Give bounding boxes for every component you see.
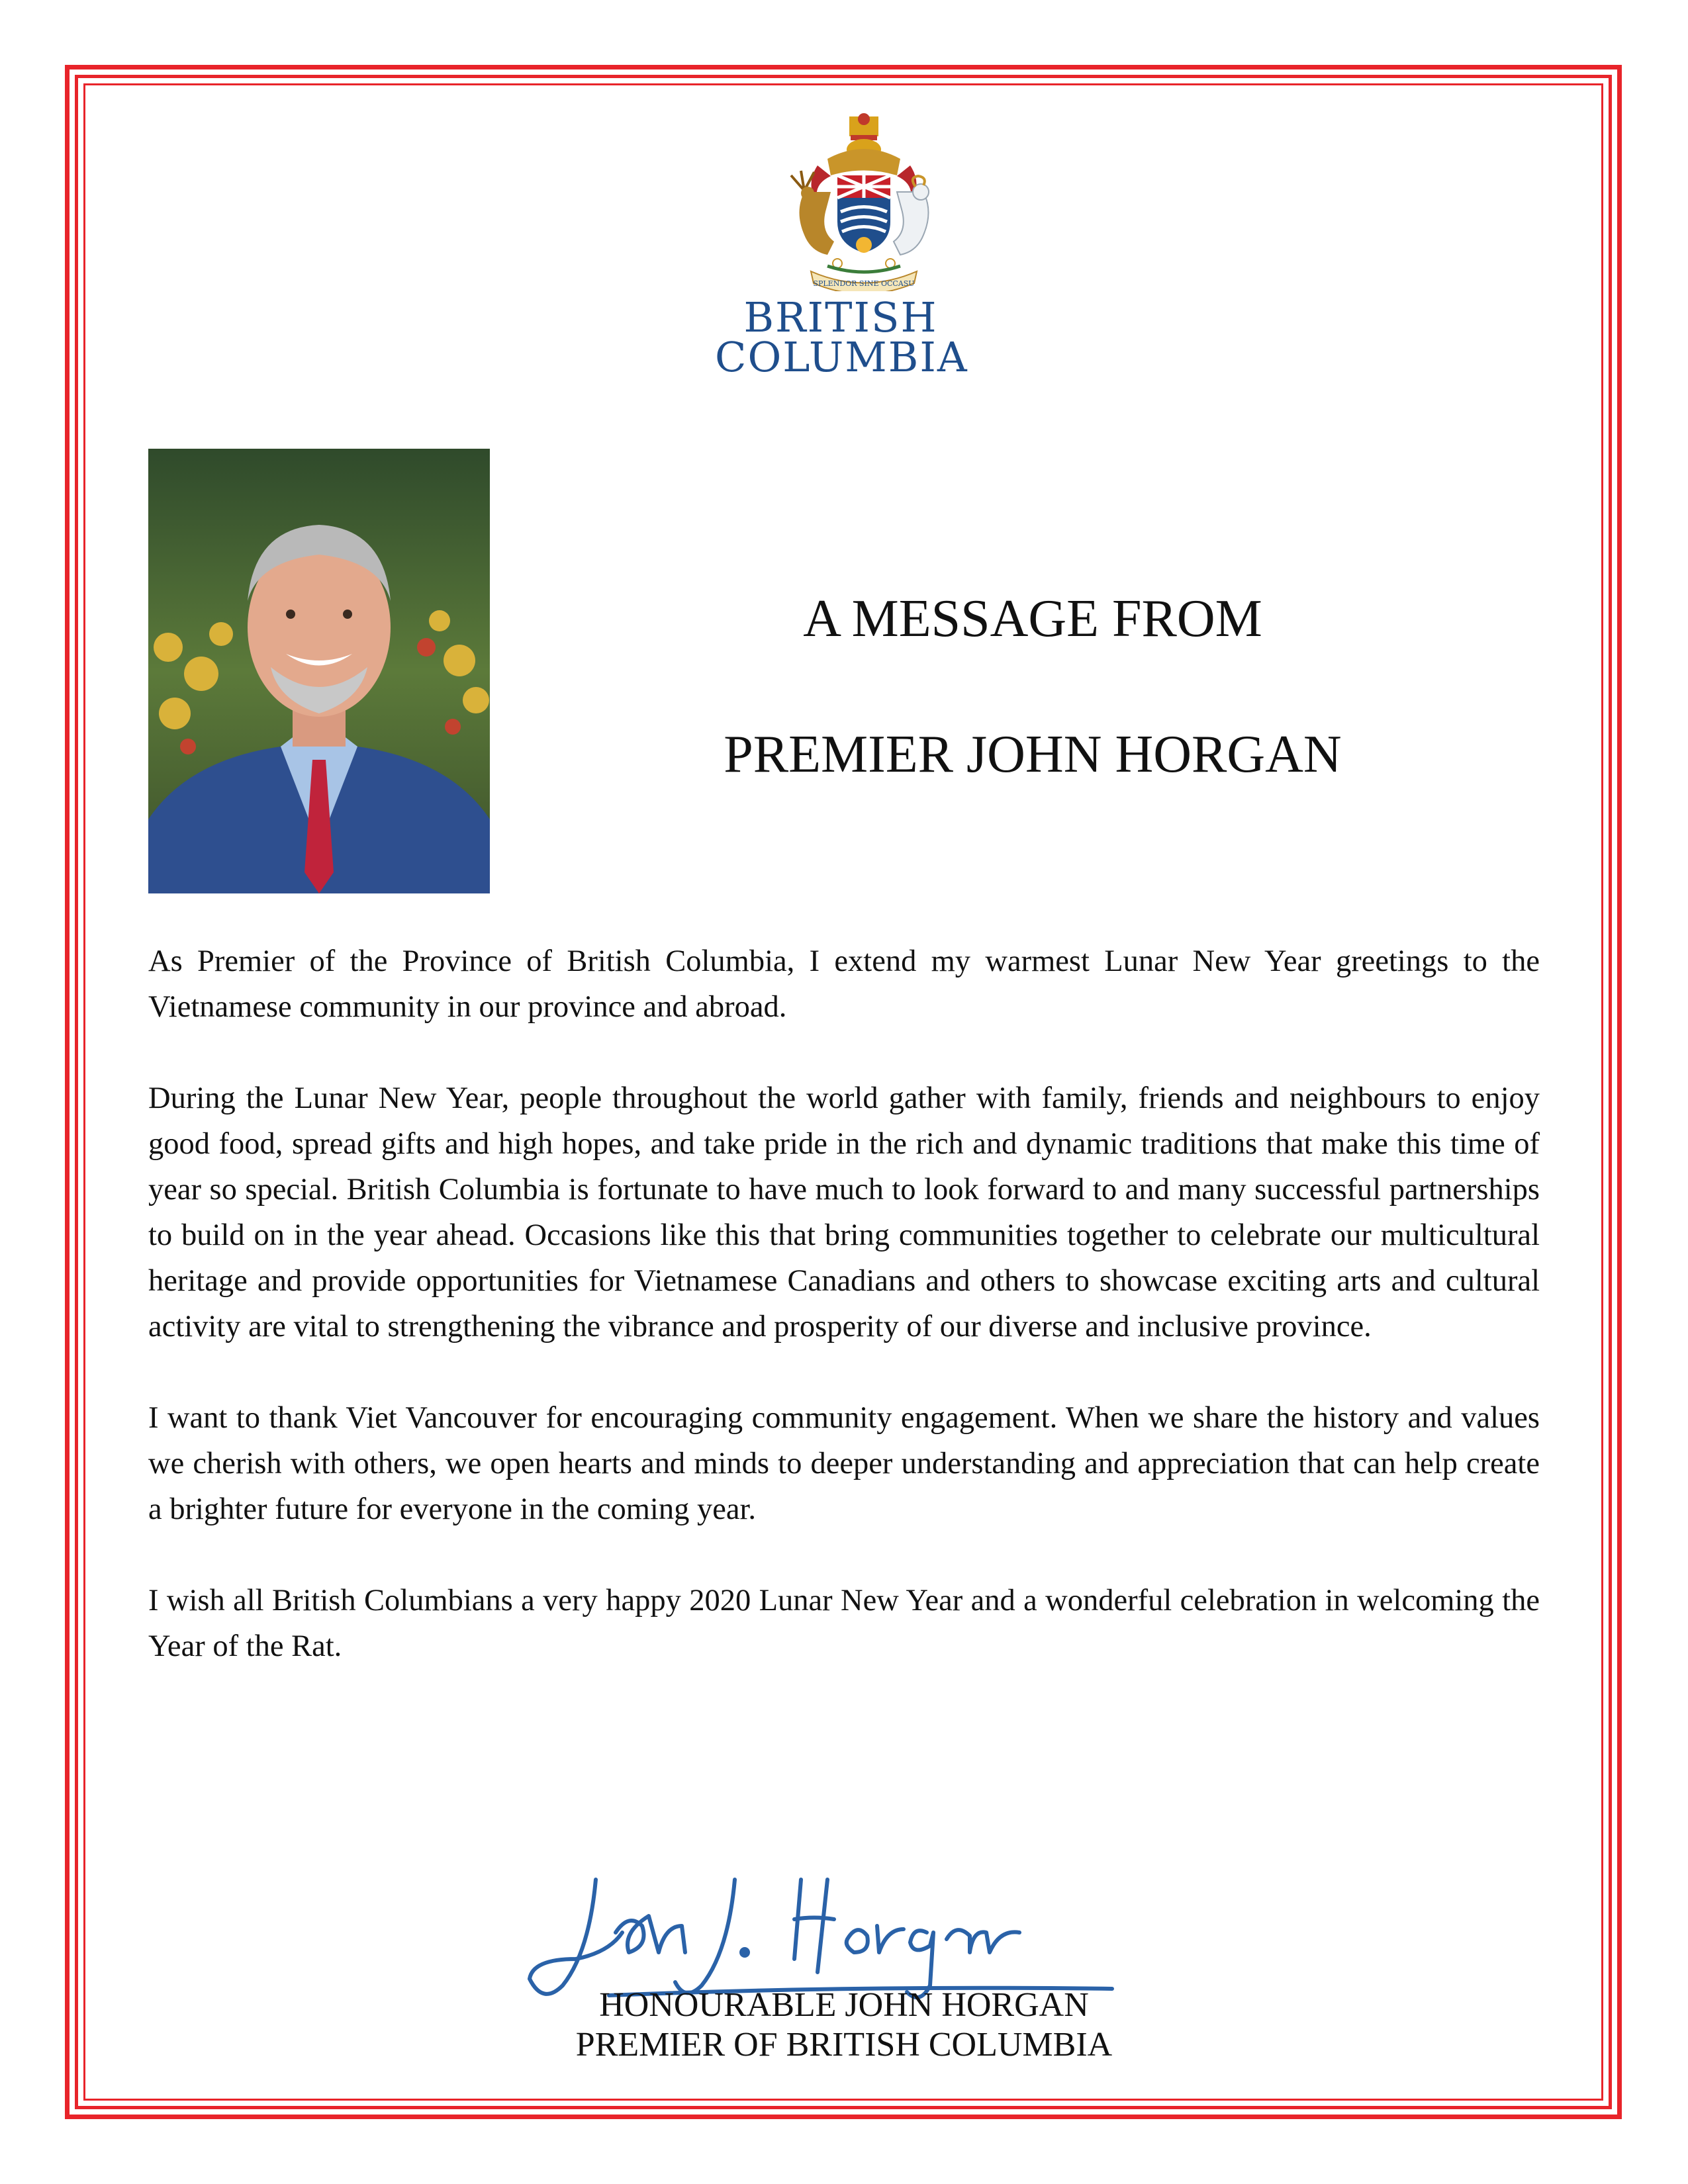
portrait-photo — [148, 449, 490, 893]
province-wordmark-line1: BRITISH — [743, 293, 938, 341]
message-heading-line1: A MESSAGE FROM — [803, 590, 1262, 648]
crown-icon — [849, 113, 878, 140]
message-heading-line2: PREMIER JOHN HORGAN — [724, 725, 1342, 784]
signatory-title: PREMIER OF BRITISH COLUMBIA — [575, 2026, 1113, 2064]
dogwood-flowers-icon — [827, 259, 900, 272]
province-wordmark — [715, 293, 968, 381]
shield-icon — [837, 175, 890, 253]
signature-block — [463, 1985, 1225, 2065]
paragraph: As Premier of the Province of British Columbia, I extend my warmest Lunar New Year greetings to the Vietnamese community in our province and abroad. — [148, 944, 1540, 1024]
paragraph: I wish all British Columbians a very happy 2020 Lunar New Year and a wonderful celebration in welcoming the Year of the Rat. — [148, 1584, 1540, 1663]
signatory-name: HONOURABLE JOHN HORGAN — [599, 1986, 1089, 2024]
paragraph: During the Lunar New Year, people throughout the world gather with family, friends and neighbours to enjoy good food, spread gifts and high hopes, and take pride in the rich and dynamic traditions that make this time of year so special. British Columbia is fortunate to have much to look forward to and many successful partnerships to build on in the year ahead. Occasions like this that bring communities together to celebrate our multicultural heritage and provide opportunities for Vietnamese Canadians and others to showcase exciting arts and cultural activity are vital to strengthening the vibrance and prosperity of our diverse and inclusive province. — [148, 1081, 1540, 1343]
province-wordmark-line2: COLUMBIA — [715, 333, 968, 381]
coat-of-arms-icon — [765, 113, 963, 291]
message-body — [148, 938, 1540, 1715]
paragraph: I want to thank Viet Vancouver for encouraging community engagement. When we share the history and values we cherish with others, we open hearts and minds to deeper understanding and appreciation that can help create a brighter future for everyone in the coming year. — [148, 1401, 1540, 1526]
crest-motto: SPLENDOR SINE OCCASU — [813, 279, 915, 288]
